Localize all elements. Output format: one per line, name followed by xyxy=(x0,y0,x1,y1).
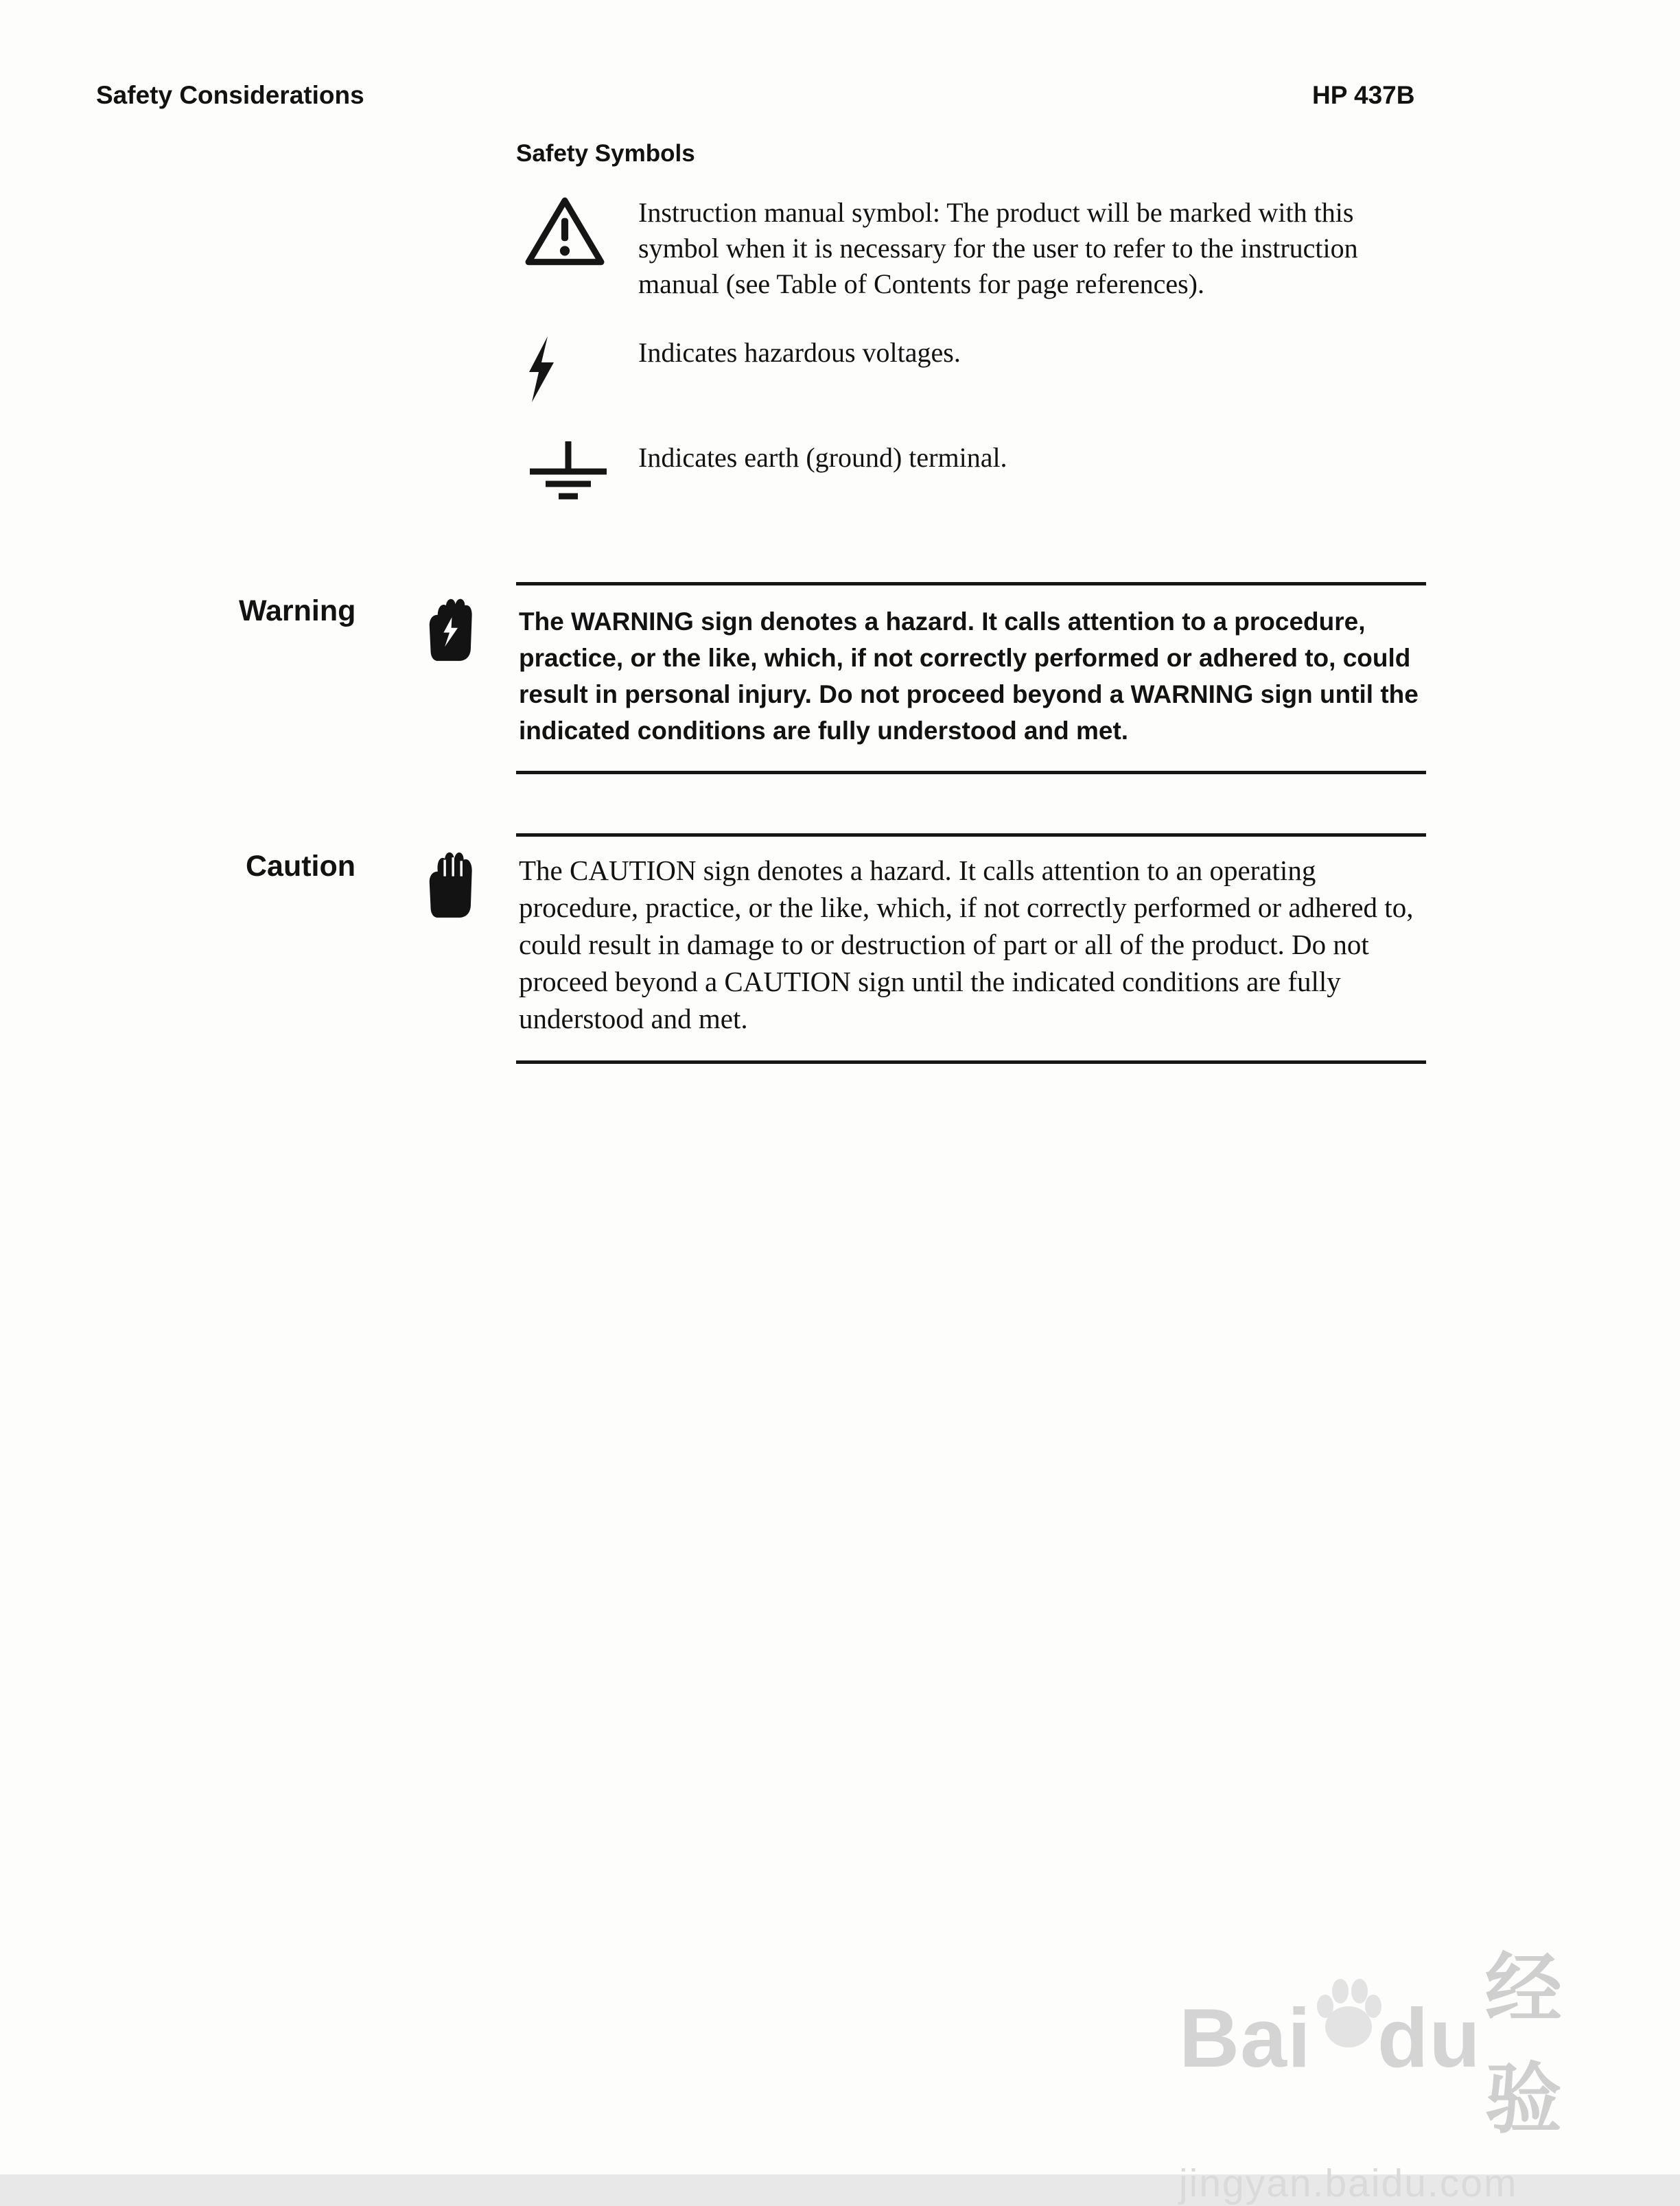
symbol-description: Instruction manual symbol: The product will be marked with this symbol when it is necessary for the user to refer to the instruction manual (see Table of Contents for page references). xyxy=(638,197,1358,299)
safety-symbols-title: Safety Symbols xyxy=(516,140,695,167)
symbol-row-instruction-manual xyxy=(516,195,1443,302)
warning-label: Warning xyxy=(239,594,356,627)
page-header-left: Safety Considerations xyxy=(96,81,364,109)
caution-label: Caution xyxy=(246,850,356,883)
warning-text: The WARNING sign denotes a hazard. It calls attention to a procedure, practice, or the like, which, if not correctly performed or adhered to, could result in personal injury. Do not proceed beyond a WARNING sign until the indicated conditions are fully understood and met. xyxy=(519,607,1419,745)
symbol-row-earth-ground xyxy=(516,440,1443,508)
watermark-brand-left: Bai xyxy=(1179,1991,1311,2085)
watermark-brand-right: du xyxy=(1377,1991,1481,2085)
caution-box xyxy=(516,833,1426,1064)
symbol-description: Indicates earth (ground) terminal. xyxy=(638,442,1007,473)
safety-symbols-section xyxy=(516,140,1443,541)
warning-box xyxy=(516,582,1426,774)
watermark-brand xyxy=(1179,1927,1591,2148)
watermark-brand-suffix: 经验 xyxy=(1484,1946,1563,2142)
watermark xyxy=(1179,1927,1591,2206)
warning-hand-icon xyxy=(420,589,479,668)
earth-ground-icon xyxy=(516,440,638,508)
watermark-url: jingyan.baidu.com xyxy=(1179,2161,1518,2205)
symbol-description: Indicates hazardous voltages. xyxy=(638,337,961,368)
symbol-row-hazardous-voltage xyxy=(516,335,1443,407)
hazardous-voltage-icon xyxy=(516,335,638,407)
caution-hand-icon xyxy=(420,846,479,925)
caution-text: The CAUTION sign denotes a hazard. It calls attention to an operating procedure, practice, or the like, which, if not correctly performed or adhered to, could result in damage to or destruction of part or all of the product. Do not proceed beyond a CAUTION sign until the indicated conditions are fully understood and met. xyxy=(519,855,1414,1034)
instruction-manual-symbol-icon xyxy=(516,195,638,271)
page-header-right: HP 437B xyxy=(1312,81,1415,109)
